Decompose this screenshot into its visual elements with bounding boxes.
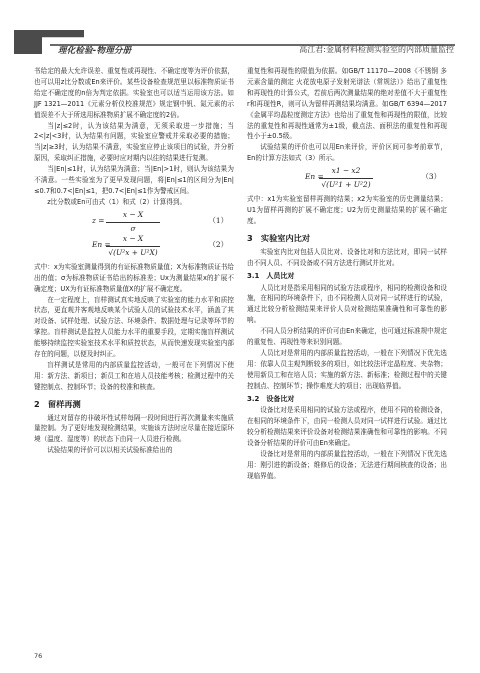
paragraph: z比分数或En可由式（1）和式（2）计算得到。 <box>47 197 187 206</box>
paragraph: 人员比对是指采用相同的试验方法或程序，相同的检测设备和设施，在相同的环境条件下，由不同检测人员对同一试样进行的试验，通过比较分析检测结果来评价人员对检测结果准确性和可靠性的影响。 <box>247 283 447 325</box>
equation-numerator: x1 − x2 <box>319 166 373 179</box>
paragraph: 当|z|≤2时，认为该结果为满意，无须采取进一步措施；当2<|z|<3时，认为结果有问题，实验室应警戒并采取必要的措施；当|z|≥3时，认为结果不满意，实验室应停止该项目的试验，并分析原因，采取纠正措施，必要时应对期内以往的结果进行复测。 <box>34 121 234 163</box>
paragraph: 试验结果的评价也可以用En来评价，评价区间可参考前章节，En的计算方法如式（3）所示。 <box>247 143 447 163</box>
equation-number: （1） <box>208 215 228 225</box>
equation-numerator: x − X <box>106 210 160 223</box>
equation-lhs: En = <box>92 239 111 249</box>
paragraph: 不同人员分析结果的评价可由En来确定，也可通过标准规中规定的重复性、再现性等来识别问题。 <box>247 327 447 347</box>
paragraph: 实验室内比对包括人员比对、设备比对和方法比对，即同一试样由不同人员、不同设备或不同方法进行测试并比对。 <box>247 247 447 267</box>
left-column <box>34 66 234 456</box>
equation-number: （3） <box>421 172 441 182</box>
subsection-heading: 3.2 设备比对 <box>247 394 295 403</box>
page-header <box>0 0 480 62</box>
equation-fraction <box>106 210 160 235</box>
paragraph: 通过对留存的非破坏性试样每隔一段时间进行再次测量来实施质量控制。为了更好地发现检测结果，实施该方法时应尽量在接近原环境（温度、湿度等）的状态下由同一人员进行检测。 <box>34 413 234 444</box>
equation-1 <box>34 210 234 232</box>
paragraph: 重复性和再现性的限值为依据。如GB/T 11170—2008《不锈钢 多元素含量的测定 火花放电原子发射光谱法（常规法）》给出了重复性和再现性的计算公式，若前后两次测量结果的绝对差值不大于重复性r和再现性R，则可认为留样再测结果均满意。如GB/T 6394—2017《金属平均晶粒度测定方法》也给出了重复性和再现性的限值，比较法的重复性和再现性通常为±1级，截点法、面积法的重复性和再现性小于±0.5级。 <box>247 67 447 141</box>
paragraph: 书给定的最大允许误差、重复性或再现性、不确定度等为评价依据，也可以用z比分数或En来评价。某些设备检查规范里以标准物质证书给定不确定度的n倍为判定依据。实验室也可以适当运用该方法。如JJF 1321—2011《元素分析仪校准规范》规定钢中钒、氮元素的示值误差不大于所选用标准物质扩展不确定度的2倍。 <box>34 67 234 119</box>
section-heading: 2 留样再测 <box>34 398 81 409</box>
subsection-heading: 3.1 人员比对 <box>247 271 295 280</box>
equation-2 <box>34 234 234 260</box>
paragraph: 式中：x1为实验室留样再测的结果；x2为实验室的历史测量结果；U1为留样再测的扩展不确定度；U2为历史测量结果的扩展不确定度。 <box>247 195 447 225</box>
right-column <box>247 66 447 482</box>
equation-denominator: σ <box>130 223 136 233</box>
paragraph: 式中：x为实验室测量得到的有证标准物质量值；X为标准物质证书给出的值；σ为标准物质证书给出的标准差；Ux为测量结果x的扩展不确定度；UX为有证标准物质量值X的扩展不确定度。 <box>34 262 234 293</box>
page-number: 76 <box>34 652 43 660</box>
paragraph: 在一定程度上，盲样测试真实地反映了实验室的能力水平和质控状态，更直观并客观地反映某个试验人员的试验技术水平，涵盖了其对设备、试样处理、试验方法、环境条件、数据处理与记录等环节的掌控。盲样测试是监控人员能力水平的重要手段，定期实施盲样测试能够持续监控实验室技术水平和质控状态，从而快速发现实验室内部存在的问题，以便及时纠正。 <box>34 295 234 359</box>
paragraph: 人员比对是常用的内部质量监控活动，一般在下列情况下优先选用：依靠人员主观判断较多的项目，如比较法评定晶粒度、夹杂物；使用新员工和在培人员；实施的新方法、新标准；检测过程中的关键控制点、控制环节；操作难度大的项目；出现临界值。 <box>247 348 447 390</box>
paragraph: 设备比对是常用的内部质量监控活动，一般在下列情况下优先选用：刚引进的新设备；维修后的设备；无法进行期间核查的设备；出现临界值。 <box>247 450 447 480</box>
paragraph: 设备比对是采用相同的试验方法或程序，使用不同的检测设备，在相同的环境条件下，由同一检测人员对同一试样进行试验。通过比较分析检测结果来评价设备对检测结果准确性和可靠性的影响。不同设备分析结果的评价可由En来确定。 <box>247 406 447 448</box>
equation-fraction <box>106 234 160 259</box>
section-heading: 3 实验室内比对 <box>247 232 311 243</box>
paragraph: 盲样测试是常用的内部质量监控活动，一般可在下列情况下使用：新方法、新项目；新员工和在培人员技能考核；检测过程中的关键控制点、控制环节；设备的校准和核查。 <box>34 360 234 391</box>
equation-numerator: x − X <box>106 234 160 247</box>
equation-lhs: z = <box>92 215 105 225</box>
paragraph: 当|En|≤1时，认为结果为满意；当|En|>1时，则认为该结果为不满意。一些实验室为了更早发现问题，将|En|≤1的区间分为|En|≤0.7和0.7<|En|≤1，把0.7<|En|≤1作为警戒区间。 <box>34 165 234 195</box>
running-title: 高江君:金属材料检测实验室的内部质量监控 <box>299 45 454 54</box>
equation-denominator: √(U²x + U²X) <box>108 247 158 257</box>
equation-number: （2） <box>208 239 228 249</box>
equation-fraction <box>319 166 373 191</box>
equation-denominator: √(U²1 + U²2) <box>321 180 371 190</box>
journal-name: 理化检验-物理分册 <box>58 46 132 56</box>
paragraph: 试验结果的评价可以以相关试验标准给出的 <box>47 446 173 455</box>
equation-3 <box>247 166 447 192</box>
equation-lhs: En = <box>305 172 324 182</box>
